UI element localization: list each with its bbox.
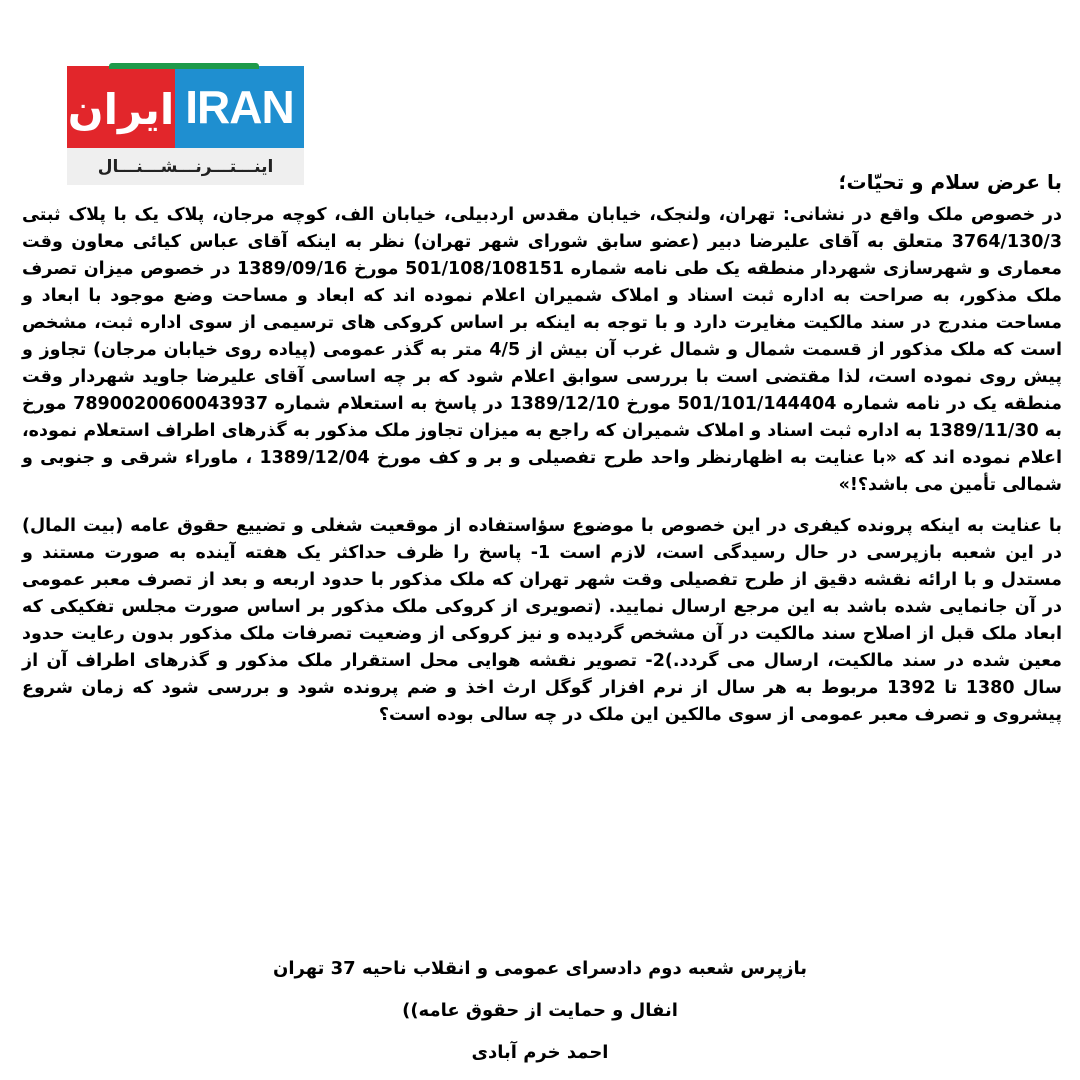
signature-title: بازپرس شعبه دوم دادسرای عمومی و انقلاب ناحیه 37 تهران xyxy=(272,958,808,979)
logo-top-band xyxy=(67,66,304,148)
letter-paragraph-2: با عنایت به اینکه پرونده کیفری در این خصوص با موضوع سؤاستفاده از موقعیت شغلی و تضییع حقوق عامه (بیت المال) در این شعبه بازپرسی در حال رسیدگی است، لازم است 1- پاسخ را ظرف حداکثر یک هفته آینده به صورت مستند و مستدل و با ارائه نقشه دقیق از طرح تفصیلی وقت شهر تهران که ملک مذکور با حدود اربعه و بعد از تصرف معبر عمومی در آن جانمایی شده باشد به این مرجع ارسال نمایید. (تصویری از کروکی ملک مذکور بر اساس صورت مجلس تفکیکی که ابعاد ملک قبل از اصلاح سند مالکیت در آن مشخص گردیده و نیز کروکی از وضعیت تصرفات ملک مذکور بدون رعایت حدود معین شده در سند مالکیت، ارسال می گردد.)2- تصویر نقشه هوایی محل استقرار ملک مذکور و گذرهای اطراف آن از سال 1380 تا 1392 مربوط به هر سال از نرم افزار گوگل ارث اخذ و ضم پرونده شود و بررسی شود که زمان شروع پیشروی و تصرف معبر عمومی از سوی مالکین این ملک در چه سالی بوده است؟ xyxy=(22,516,1063,725)
logo-persian-wordmark: ایران xyxy=(67,66,175,148)
signature-block xyxy=(0,948,1080,1074)
letter-body xyxy=(22,166,1062,743)
signature-name: احمد خرم آبادی xyxy=(471,1042,609,1063)
logo-english-wordmark: IRAN xyxy=(175,66,304,148)
letter-paragraph-1: در خصوص ملک واقع در نشانی: تهران، ولنجک، خیابان مقدس اردبیلی، خیابان الف، کوچه مرجان، پلاک یک با پلاک ثبتی 3764/130/3 متعلق به آقای علیرضا دبیر (عضو سابق شورای شهر تهران) نظر به اینکه آقای عباس کیائی معاون وقت معماری و شهرسازی شهردار منطقه یک طی نامه شماره 501/108/108151 مورخ 1389/09/16 در خصوص میزان تصرف ملک مذکور، به صراحت به اداره ثبت اسناد و املاک شمیران اعلام نموده اند که ابعاد و مساحت وضع موجود با ابعاد و مساحت مندرج در سند مالکیت مغایرت دارد و با توجه به اینکه بر اساس کروکی های ترسیمی از سوی اداره ثبت، مشخص است که ملک مذکور از قسمت شمال و شمال غرب آن بیش از 4/5 متر به گذر عمومی (پیاده روی خیابان مرجان) تجاوز و پیش روی نموده است، لذا مقتضی است با بررسی سوابق اعلام شود که بر چه اساسی آقای علیرضا جاوید شهردار وقت منطقه یک در نامه شماره 501/101/144404 مورخ 1389/12/10 در پاسخ به استعلام شماره 7890020060043937 مورخ به 1389/11/30 به اداره ثبت اسناد و املاک شمیران که راجع به میزان تجاوز ملک مذکور به گذرهای اطراف استعلام نموده، اعلام نموده اند که «با عنایت به اظهارنظر واحد طرح تفصیلی و بر و کف مورخ 1389/12/04 ، ماوراء شرقی و جنوبی و شمالی تأمین می باشد؟!» xyxy=(22,205,1063,495)
signature-department: انفال و حمایت از حقوق عامه)) xyxy=(402,1000,678,1021)
logo-green-accent xyxy=(109,63,259,69)
logo-subtitle: اینـــتـــرنـــشـــنـــال xyxy=(67,148,304,185)
letter-greeting: با عرض سلام و تحیّات؛ xyxy=(838,170,1062,194)
